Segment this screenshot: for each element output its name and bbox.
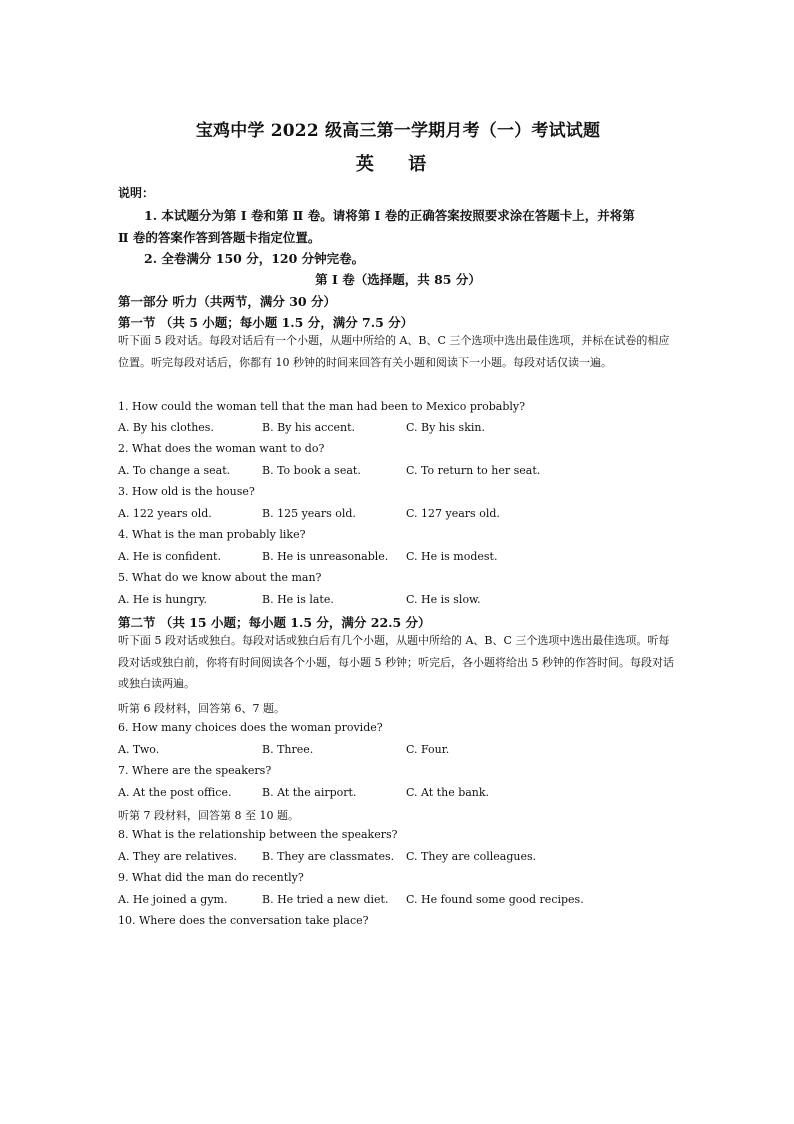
question-stem: 4. What is the man probably like?	[118, 528, 306, 541]
question-options	[118, 893, 584, 906]
option-a: A. He joined a gym.	[118, 893, 228, 906]
option-c: C. To return to her seat.	[406, 464, 541, 477]
question-stem: 3. How old is the house?	[118, 485, 255, 498]
note-item-1-line-1: 1. 本试题分为第 Ⅰ 卷和第 Ⅱ 卷。请将第 Ⅰ 卷的正确答案按照要求涂在答题卡上，并将第	[144, 208, 635, 223]
option-b: B. He tried a new diet.	[262, 893, 389, 906]
option-b: B. To book a seat.	[262, 464, 361, 477]
option-a: A. He is confident.	[118, 550, 221, 563]
question-options	[118, 421, 550, 434]
option-c: C. By his skin.	[406, 421, 485, 434]
question-stem: 10. Where does the conversation take place?	[118, 914, 369, 927]
section1-title: 第一节 （共 5 小题；每小题 1.5 分，满分 7.5 分）	[118, 315, 414, 330]
option-c: C. They are colleagues.	[406, 850, 537, 863]
section2-title: 第二节 （共 15 小题；每小题 1.5 分，满分 22.5 分）	[118, 615, 431, 630]
option-a: A. 122 years old.	[118, 507, 212, 520]
option-c: C. At the bank.	[406, 786, 490, 799]
option-a: A. He is hungry.	[118, 593, 207, 606]
question-options	[118, 743, 550, 756]
question-stem: 9. What did the man do recently?	[118, 871, 304, 884]
notes-heading: 说明：	[118, 186, 155, 200]
question-options	[118, 850, 550, 863]
question-stem: 2. What does the woman want to do?	[118, 442, 325, 455]
option-a: A. To change a seat.	[118, 464, 231, 477]
question-stem: 5. What do we know about the man?	[118, 571, 322, 584]
option-b: B. He is unreasonable.	[262, 550, 389, 563]
option-c: C. He found some good recipes.	[406, 893, 584, 906]
option-c: C. 127 years old.	[406, 507, 500, 520]
option-b: B. Three.	[262, 743, 314, 756]
material-note: 听第 7 段材料，回答第 8 至 10 题。	[118, 809, 299, 822]
option-a: A. At the post office.	[118, 786, 232, 799]
option-b: B. At the airport.	[262, 786, 357, 799]
material-note: 听第 6 段材料，回答第 6、7 题。	[118, 702, 285, 715]
question-options	[118, 507, 550, 520]
question-options	[118, 593, 550, 606]
option-b: B. He is late.	[262, 593, 334, 606]
option-b: B. 125 years old.	[262, 507, 356, 520]
option-b: B. By his accent.	[262, 421, 356, 434]
question-stem: 7. Where are the speakers?	[118, 764, 272, 777]
question-stem: 6. How many choices does the woman provide?	[118, 721, 383, 734]
part1-title: 第一部分 听力（共两节，满分 30 分）	[118, 294, 336, 309]
question-options	[118, 786, 550, 799]
note-item-2: 2. 全卷满分 150 分，120 分钟完卷。	[144, 251, 365, 266]
option-b: B. They are classmates.	[262, 850, 395, 863]
option-a: A. Two.	[118, 743, 160, 756]
option-a: A. By his clothes.	[118, 421, 214, 434]
option-a: A. They are relatives.	[118, 850, 238, 863]
option-c: C. Four.	[406, 743, 450, 756]
option-c: C. He is modest.	[406, 550, 498, 563]
note-item-1-line-2: Ⅱ 卷的答案作答到答题卡指定位置。	[118, 230, 321, 245]
section2-instructions: 听下面 5 段对话或独白。每段对话或独白后有几个小题，从题中所给的 A、B、C 三个选项中选出最佳选项。听每段对话或独白前，你将有时间阅读各个小题，每小题 5 秒钟；听完后，各小题将给出 5 秒钟的作答时间。每段对话或独白读两遍。	[118, 634, 674, 690]
exam-title: 宝鸡中学 2022 级高三第一学期月考（一）考试试题	[195, 121, 601, 141]
subject-title: 英 语	[355, 154, 441, 175]
question-options	[118, 550, 550, 563]
option-c: C. He is slow.	[406, 593, 481, 606]
question-options	[118, 464, 550, 477]
section1-instructions: 听下面 5 段对话。每段对话后有一个小题，从题中所给的 A、B、C 三个选项中选出最佳选项，并标在试卷的相应位置。听完每段对话后，你都有 10 秒钟的时间来回答有关小题和阅读下一小题。每段对话仅读一遍。	[118, 334, 670, 369]
volume1-title: 第 Ⅰ 卷（选择题，共 85 分）	[315, 272, 481, 287]
question-stem: 8. What is the relationship between the speakers?	[118, 828, 398, 841]
question-stem: 1. How could the woman tell that the man had been to Mexico probably?	[118, 400, 526, 413]
